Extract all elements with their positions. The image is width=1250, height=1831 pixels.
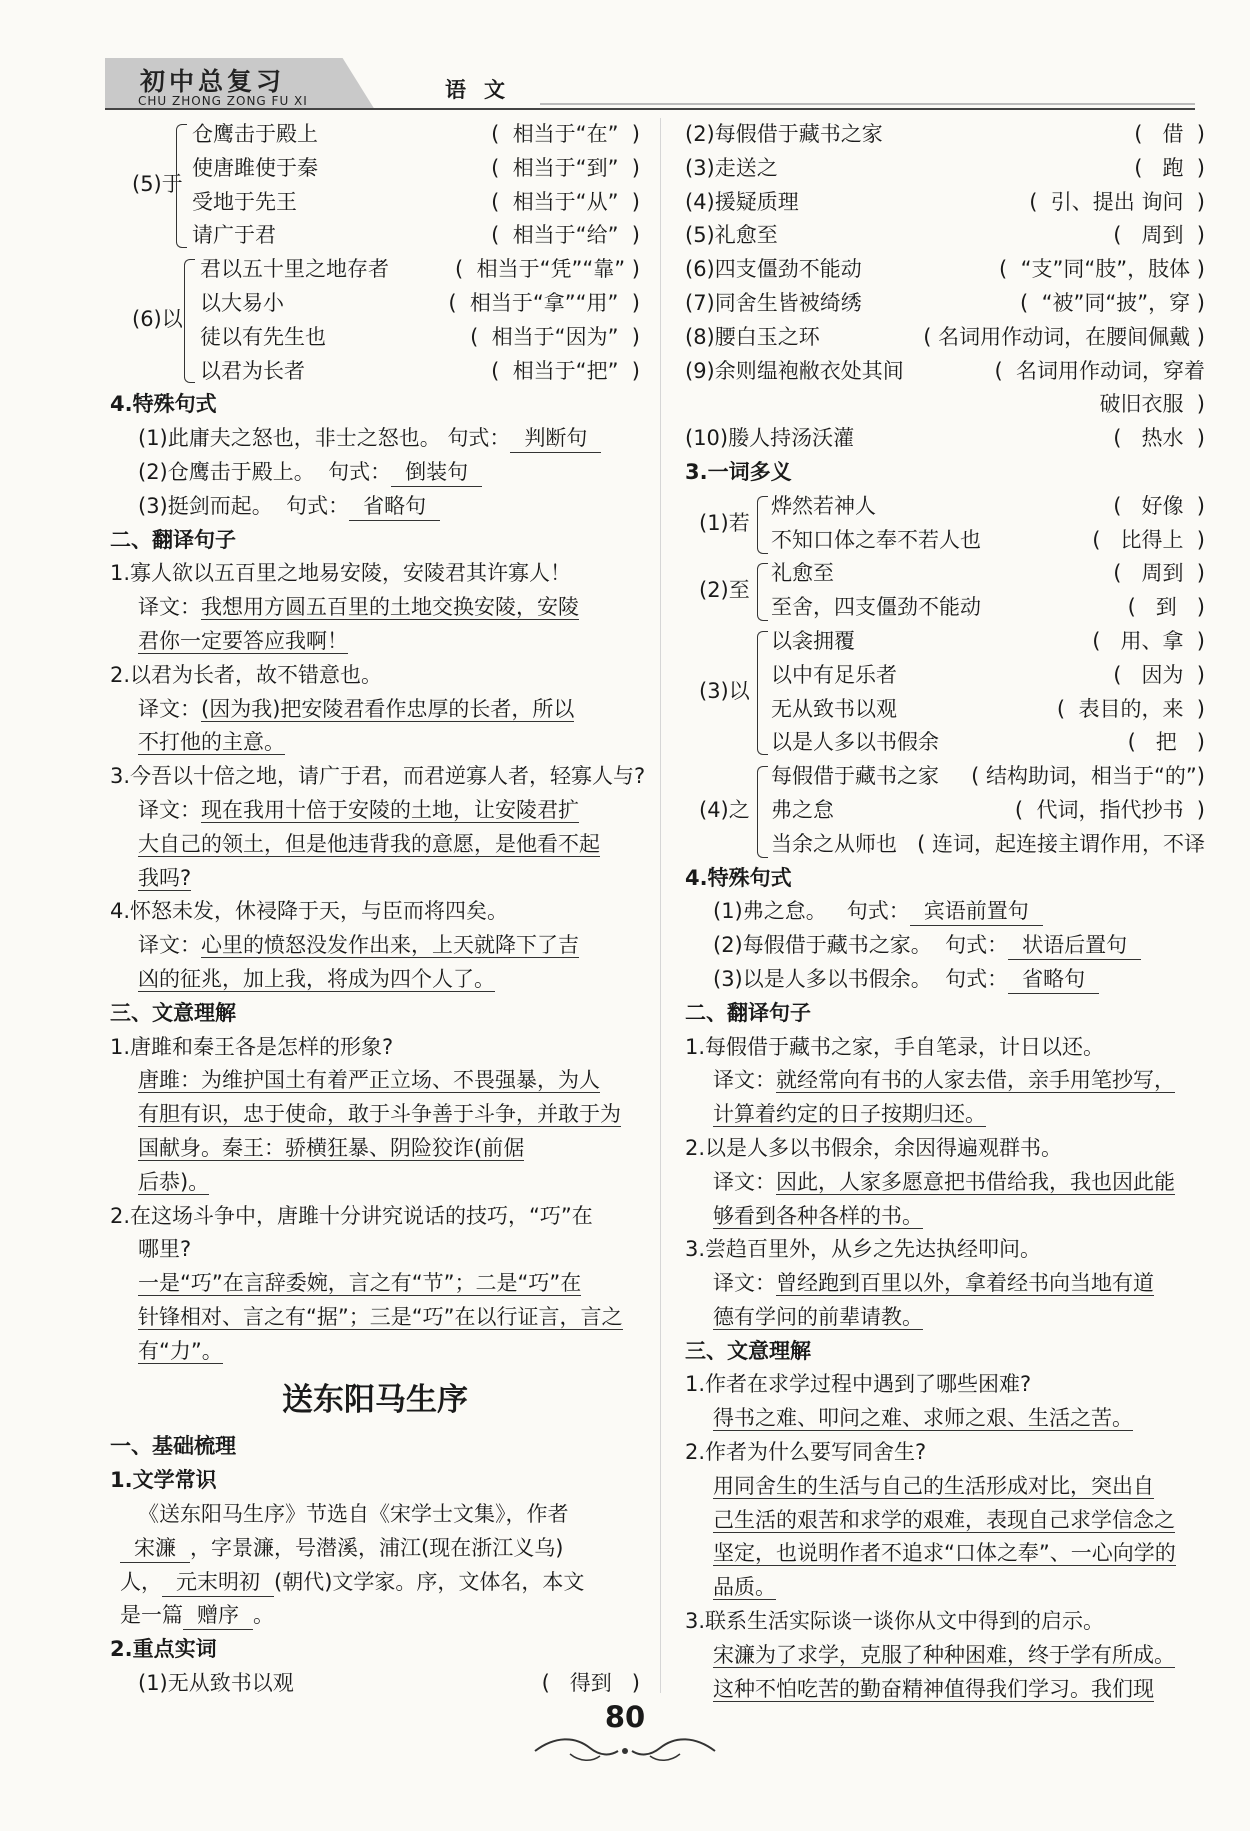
page-number: 80 xyxy=(604,1700,646,1734)
comprehension-answer: 有胆有识，忠于使命，敢于斗争善于斗争，并敢于为 xyxy=(138,1102,621,1127)
polysemy-yu xyxy=(110,118,640,253)
polysemy-item: 君以五十里之地存者 ( 相当于“凭”“靠” ) xyxy=(200,257,640,282)
translate-answer: 译文：现在我用十倍于安陵的土地，让安陵君扩 xyxy=(138,797,579,822)
word-item: (5)礼愈至 ( 周到 ) xyxy=(685,223,1205,248)
comprehension-answer: 用同舍生的生活与自己的生活形成对比，突出自 xyxy=(713,1473,1154,1498)
section-heading: 三、文意理解 xyxy=(685,1338,811,1363)
polysemy-item: 以大易小 ( 相当于“拿”“用” ) xyxy=(200,290,640,315)
polysemy-item: 每假借于藏书之家 ( 结构助词，相当于“的”) xyxy=(771,764,1205,789)
word-item: (3)走送之 ( 跑 ) xyxy=(685,155,1205,180)
comprehension-answer: 宋濂为了求学，克服了种种困难，终于学有所成。 xyxy=(713,1642,1175,1667)
translate-answer: 译文：心里的愤怒没发作出来，上天就降下了吉 xyxy=(138,933,579,958)
polysemy-item: 以衾拥覆 ( 用、拿 ) xyxy=(771,628,1205,653)
sentence-pattern-item: (3)挺剑而起。 句式： 省略句 xyxy=(110,490,640,524)
word-item-continued: 破旧衣服 ) xyxy=(1099,392,1205,417)
comprehension-answer: 己生活的艰苦和求学的艰难，表现自己求学信念之 xyxy=(713,1507,1175,1532)
word-item: (9)余则缊袍敝衣处其间 ( 名词用作动词，穿着 xyxy=(685,358,1205,383)
translate-question: 3.尝趋百里外，从乡之先达执经叩问。 xyxy=(685,1237,1042,1262)
answer: 省略句 xyxy=(1008,965,1099,994)
section-heading: 4.特殊句式 xyxy=(110,392,217,417)
comprehension-answer: 这种不怕吃苦的勤奋精神值得我们学习。我们现 xyxy=(713,1676,1154,1701)
comprehension-question: 哪里? xyxy=(138,1237,192,1262)
subject-label: 语文 xyxy=(445,78,523,102)
answer: 判断句 xyxy=(510,424,601,453)
answer: 宾语前置句 xyxy=(910,897,1043,926)
translate-question: 2.以是人多以书假余，余因得遍观群书。 xyxy=(685,1135,1063,1160)
translate-answer: 凶的征兆，加上我，将成为四个人了。 xyxy=(138,966,495,991)
literary-knowledge-text: 人， 元末明初 (朝代)文学家。序，文体名，本文 xyxy=(110,1566,640,1600)
polysemy-label: (2)至 xyxy=(699,578,750,603)
answer: 元末明初 xyxy=(162,1568,274,1597)
polysemy-zhi-2 xyxy=(685,760,1205,861)
polysemy-item: 以中有足乐者 ( 因为 ) xyxy=(771,662,1205,687)
answer: 省略句 xyxy=(349,492,440,521)
sentence-pattern-item: (1)此庸夫之怒也，非士之怒也。 句式： 判断句 xyxy=(110,422,640,456)
polysemy-item: 至舍，四支僵劲不能动 ( 到 ) xyxy=(771,595,1205,620)
comprehension-question: 1.唐雎和秦王各是怎样的形象? xyxy=(110,1034,394,1059)
section-heading: 三、文意理解 xyxy=(110,1000,236,1025)
translate-question: 3.今吾以十倍之地，请广于君，而君逆寡人者，轻寡人与? xyxy=(110,764,646,789)
word-item: (10)媵人持汤沃灌 ( 热水 ) xyxy=(685,426,1205,451)
translate-answer: 德有学问的前辈请教。 xyxy=(713,1304,923,1329)
translate-answer: 译文：曾经跑到百里以外，拿着经书向当地有道 xyxy=(713,1271,1154,1296)
polysemy-ruo xyxy=(685,490,1205,558)
section-heading: 4.特殊句式 xyxy=(685,865,792,890)
polysemy-item: 弗之怠 ( 代词，指代抄书 ) xyxy=(771,797,1205,822)
comprehension-answer: 针锋相对、言之有“据”；三是“巧”在以行证言，言之 xyxy=(138,1304,623,1329)
comprehension-answer: 一是“巧”在言辞委婉，言之有“节”；二是“巧”在 xyxy=(138,1271,582,1296)
polysemy-item: 以是人多以书假余 ( 把 ) xyxy=(771,730,1205,755)
translate-answer: 君你一定要答应我啊！ xyxy=(138,628,348,653)
polysemy-yi xyxy=(110,253,640,388)
translate-answer: 译文：我想用方圆五百里的土地交换安陵，安陵 xyxy=(138,595,579,620)
translate-answer: 不打他的主意。 xyxy=(138,730,285,755)
polysemy-label: (5)于 xyxy=(132,172,183,196)
right-column xyxy=(685,118,1205,1706)
header-rule-light xyxy=(540,103,1195,105)
book-title: 初中总复习 xyxy=(140,67,286,96)
comprehension-question: 3.联系生活实际谈一谈你从文中得到的启示。 xyxy=(685,1609,1105,1634)
translate-answer: 够看到各种各样的书。 xyxy=(713,1203,923,1228)
word-item: (2)每假借于藏书之家 ( 借 ) xyxy=(685,122,1205,146)
literary-knowledge-text: 宋濂 ，字景濂，号潜溪，浦江(现在浙江义乌) xyxy=(110,1532,640,1566)
answer: 倒装句 xyxy=(391,458,482,487)
comprehension-answer: 唐雎：为维护国土有着严正立场、不畏强暴，为人 xyxy=(138,1068,600,1093)
sentence-pattern-item: (2)仓鹰击于殿上。 句式： 倒装句 xyxy=(110,456,640,490)
comprehension-answer: 有“力”。 xyxy=(138,1338,223,1363)
translate-question: 4.怀怒未发，休祲降于天，与臣而将四矣。 xyxy=(110,899,509,924)
section-heading: 3.一词多义 xyxy=(685,459,792,484)
translate-question: 2.以君为长者，故不错意也。 xyxy=(110,662,383,687)
book-title-pinyin: CHU ZHONG ZONG FU XI xyxy=(138,94,308,108)
polysemy-item: 当余之从师也 ( 连词，起连接主谓作用，不译 xyxy=(771,831,1205,856)
translate-answer: 译文：就经常向有书的人家去借，亲手用笔抄写， xyxy=(713,1068,1175,1093)
polysemy-item: 请广于君 ( 相当于“给” ) xyxy=(192,223,640,248)
polysemy-item: 不知口体之奉不若人也 ( 比得上 ) xyxy=(771,527,1205,552)
translate-answer: 计算着约定的日子按期归还。 xyxy=(713,1102,986,1127)
comprehension-question: 2.作者为什么要写同舍生? xyxy=(685,1440,927,1465)
translate-answer: 我吗? xyxy=(138,865,192,890)
brace-icon xyxy=(176,124,187,248)
comprehension-answer: 国献身。秦王：骄横狂暴、阴险狡诈(前倨 xyxy=(138,1135,525,1160)
answer: 赠序 xyxy=(183,1601,253,1630)
header-rule xyxy=(105,108,1195,110)
comprehension-question: 1.作者在求学过程中遇到了哪些困难? xyxy=(685,1372,1032,1397)
page-header xyxy=(0,0,1250,120)
translate-question: 1.寡人欲以五百里之地易安陵，安陵君其许寡人！ xyxy=(110,561,572,586)
polysemy-item: 礼愈至 ( 周到 ) xyxy=(771,561,1205,586)
translate-question: 1.每假借于藏书之家，手自笔录，计日以还。 xyxy=(685,1034,1105,1059)
section-heading: 一、基础梳理 xyxy=(110,1434,236,1459)
section-heading: 二、翻译句子 xyxy=(110,527,236,552)
polysemy-item: 受地于先王 ( 相当于“从” ) xyxy=(192,189,640,214)
polysemy-zhi xyxy=(685,557,1205,625)
word-item: (1)无从致书以观 ( 得到 ) xyxy=(138,1671,640,1696)
brace-icon xyxy=(757,563,768,621)
brace-icon xyxy=(757,496,768,554)
polysemy-label: (6)以 xyxy=(132,307,183,332)
sentence-pattern-item: (2)每假借于藏书之家。 句式： 状语后置句 xyxy=(685,929,1205,963)
brace-icon xyxy=(757,631,768,755)
polysemy-label: (4)之 xyxy=(699,798,750,823)
polysemy-item: 烨然若神人 ( 好像 ) xyxy=(771,493,1205,518)
column-divider xyxy=(660,118,661,1693)
polysemy-yi-2 xyxy=(685,625,1205,760)
word-item: (8)腰白玉之环 ( 名词用作动词，在腰间佩戴 ) xyxy=(685,324,1205,349)
translate-answer: 译文：(因为我)把安陵君看作忠厚的长者，所以 xyxy=(138,696,575,721)
literary-knowledge-text: 是一篇 赠序 。 xyxy=(110,1599,640,1633)
subsection-heading: 1.文学常识 xyxy=(110,1468,217,1493)
polysemy-item: 徒以有先生也 ( 相当于“因为” ) xyxy=(200,324,640,349)
polysemy-item: 仓鹰击于殿上 ( 相当于“在” ) xyxy=(192,122,640,146)
polysemy-label: (1)若 xyxy=(699,510,750,535)
word-item: (7)同舍生皆被绮绣 ( “被”同“披”，穿 ) xyxy=(685,290,1205,315)
word-item: (6)四支僵劲不能动 ( “支”同“肢”，肢体 ) xyxy=(685,257,1205,282)
sentence-pattern-item: (1)弗之怠。 句式： 宾语前置句 xyxy=(685,895,1205,929)
word-item: (4)援疑质理 ( 引、提出 询问 ) xyxy=(685,189,1205,214)
subsection-heading: 2.重点实词 xyxy=(110,1637,217,1662)
comprehension-answer: 得书之难、叩问之难、求师之艰、生活之苦。 xyxy=(713,1406,1133,1431)
brace-icon xyxy=(184,259,195,383)
comprehension-question: 2.在这场斗争中，唐雎十分讲究说话的技巧，“巧”在 xyxy=(110,1203,593,1228)
section-heading: 二、翻译句子 xyxy=(685,1000,811,1025)
polysemy-item: 以君为长者 ( 相当于“把” ) xyxy=(200,358,640,383)
left-column xyxy=(110,118,646,1701)
translate-answer: 译文：因此，人家多愿意把书借给我，我也因此能 xyxy=(713,1169,1175,1194)
sentence-pattern-item: (3)以是人多以书假余。 句式： 省略句 xyxy=(685,963,1205,997)
polysemy-label: (3)以 xyxy=(699,678,750,703)
brace-icon xyxy=(757,766,768,858)
answer: 状语后置句 xyxy=(1008,931,1141,960)
polysemy-item: 无从致书以观 ( 表目的，来 ) xyxy=(771,696,1205,721)
lesson-title: 送东阳马生序 xyxy=(282,1382,468,1419)
polysemy-item: 使唐雎使于秦 ( 相当于“到” ) xyxy=(192,155,640,180)
translate-answer: 大自己的领土，但是他违背我的意愿，是他看不起 xyxy=(138,831,600,856)
answer: 宋濂 xyxy=(120,1534,190,1563)
flourish-ornament-icon xyxy=(530,1736,720,1766)
comprehension-answer: 后恭)。 xyxy=(138,1169,210,1194)
comprehension-answer: 坚定，也说明作者不追求“口体之奉”、一心向学的 xyxy=(713,1541,1176,1566)
page-footer xyxy=(0,1700,1250,1770)
comprehension-answer: 品质。 xyxy=(713,1575,776,1600)
literary-knowledge-text: 《送东阳马生序》节选自《宋学士文集》，作者 xyxy=(138,1502,569,1527)
